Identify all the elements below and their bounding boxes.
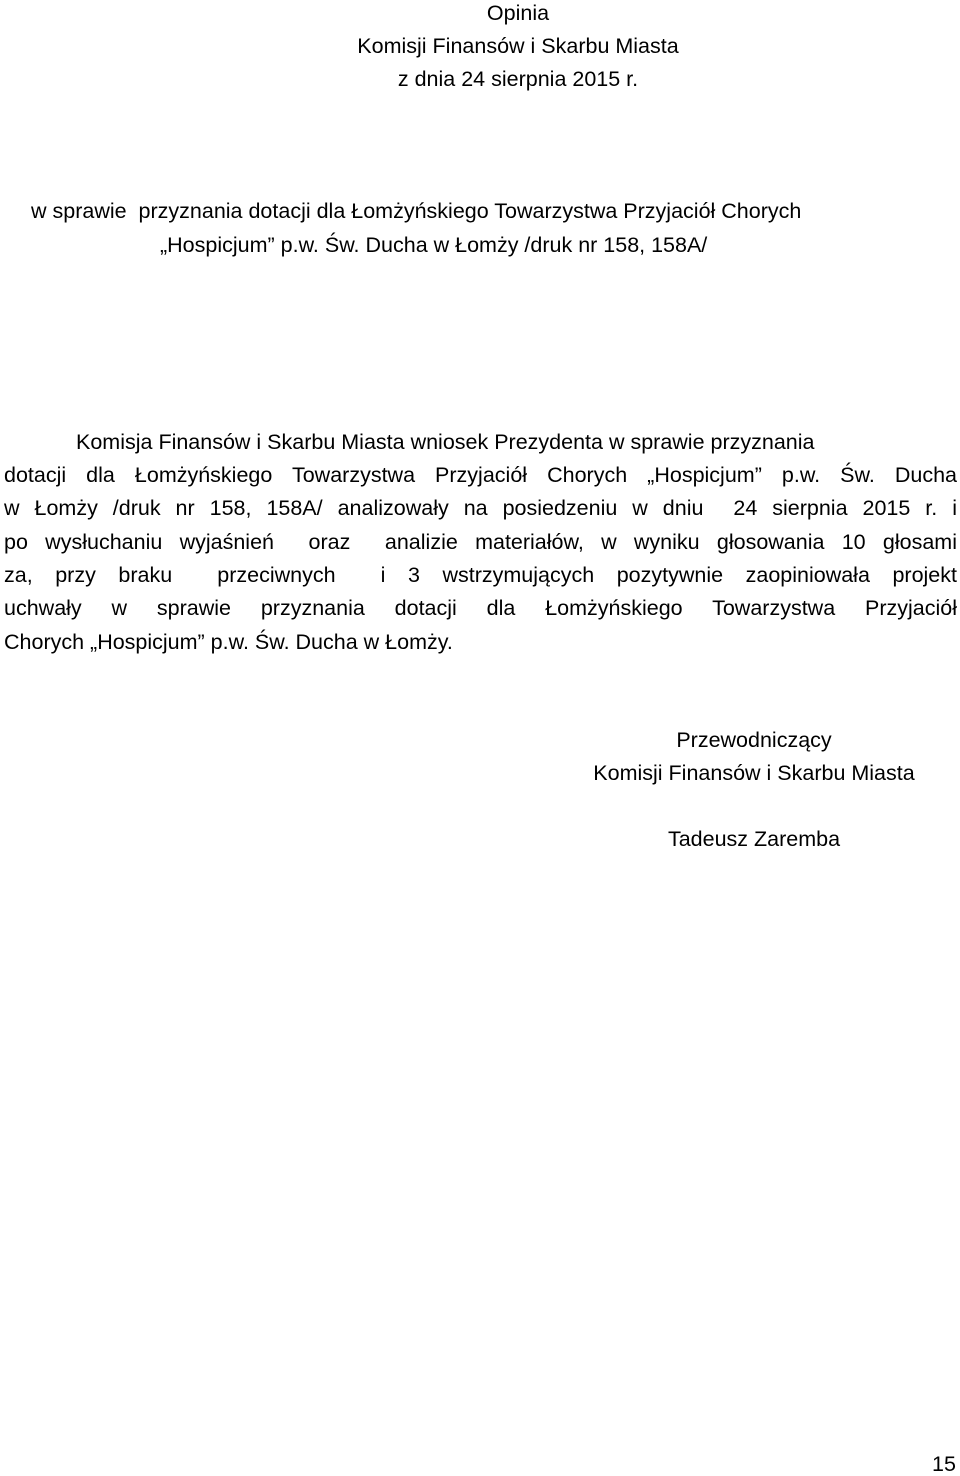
subject-line-2: „Hospicjum” p.w. Św. Ducha w Łomży /druk nr 158, 158A/ (160, 233, 708, 257)
document-title: Opinia (486, 1, 550, 25)
body-line-6: uchwały w sprawie przyznania dotacji dla Łomżyńskiego Towarzystwa Przyjaciół (4, 596, 957, 620)
signature-committee: Komisji Finansów i Skarbu Miasta (593, 761, 915, 785)
committee-name: Komisji Finansów i Skarbu Miasta (357, 34, 679, 58)
page-number: 15 (932, 1452, 956, 1476)
body-line-5: za, przy braku przeciwnych i 3 wstrzymujących pozytywnie zaopiniowała projekt (4, 563, 957, 587)
body-line-2: dotacji dla Łomżyńskiego Towarzystwa Przyjaciół Chorych „Hospicjum” p.w. Św. Ducha (4, 463, 957, 487)
body-line-4: po wysłuchaniu wyjaśnień oraz analizie materiałów, w wyniku głosowania 10 głosami (4, 530, 957, 554)
subject-line-1: w sprawie przyznania dotacji dla Łomżyńskiego Towarzystwa Przyjaciół Chorych (31, 199, 802, 223)
body-line-3: w Łomży /druk nr 158, 158A/ analizowały na posiedzeniu w dniu 24 sierpnia 2015 r. i (4, 496, 957, 520)
signature-role: Przewodniczący (676, 728, 832, 752)
document-date: z dnia 24 sierpnia 2015 r. (397, 67, 639, 91)
signatory-name: Tadeusz Zaremba (667, 827, 841, 851)
body-line-1: Komisja Finansów i Skarbu Miasta wniosek Prezydenta w sprawie przyznania (76, 430, 815, 454)
body-line-7: Chorych „Hospicjum” p.w. Św. Ducha w Łomży. (4, 630, 453, 654)
